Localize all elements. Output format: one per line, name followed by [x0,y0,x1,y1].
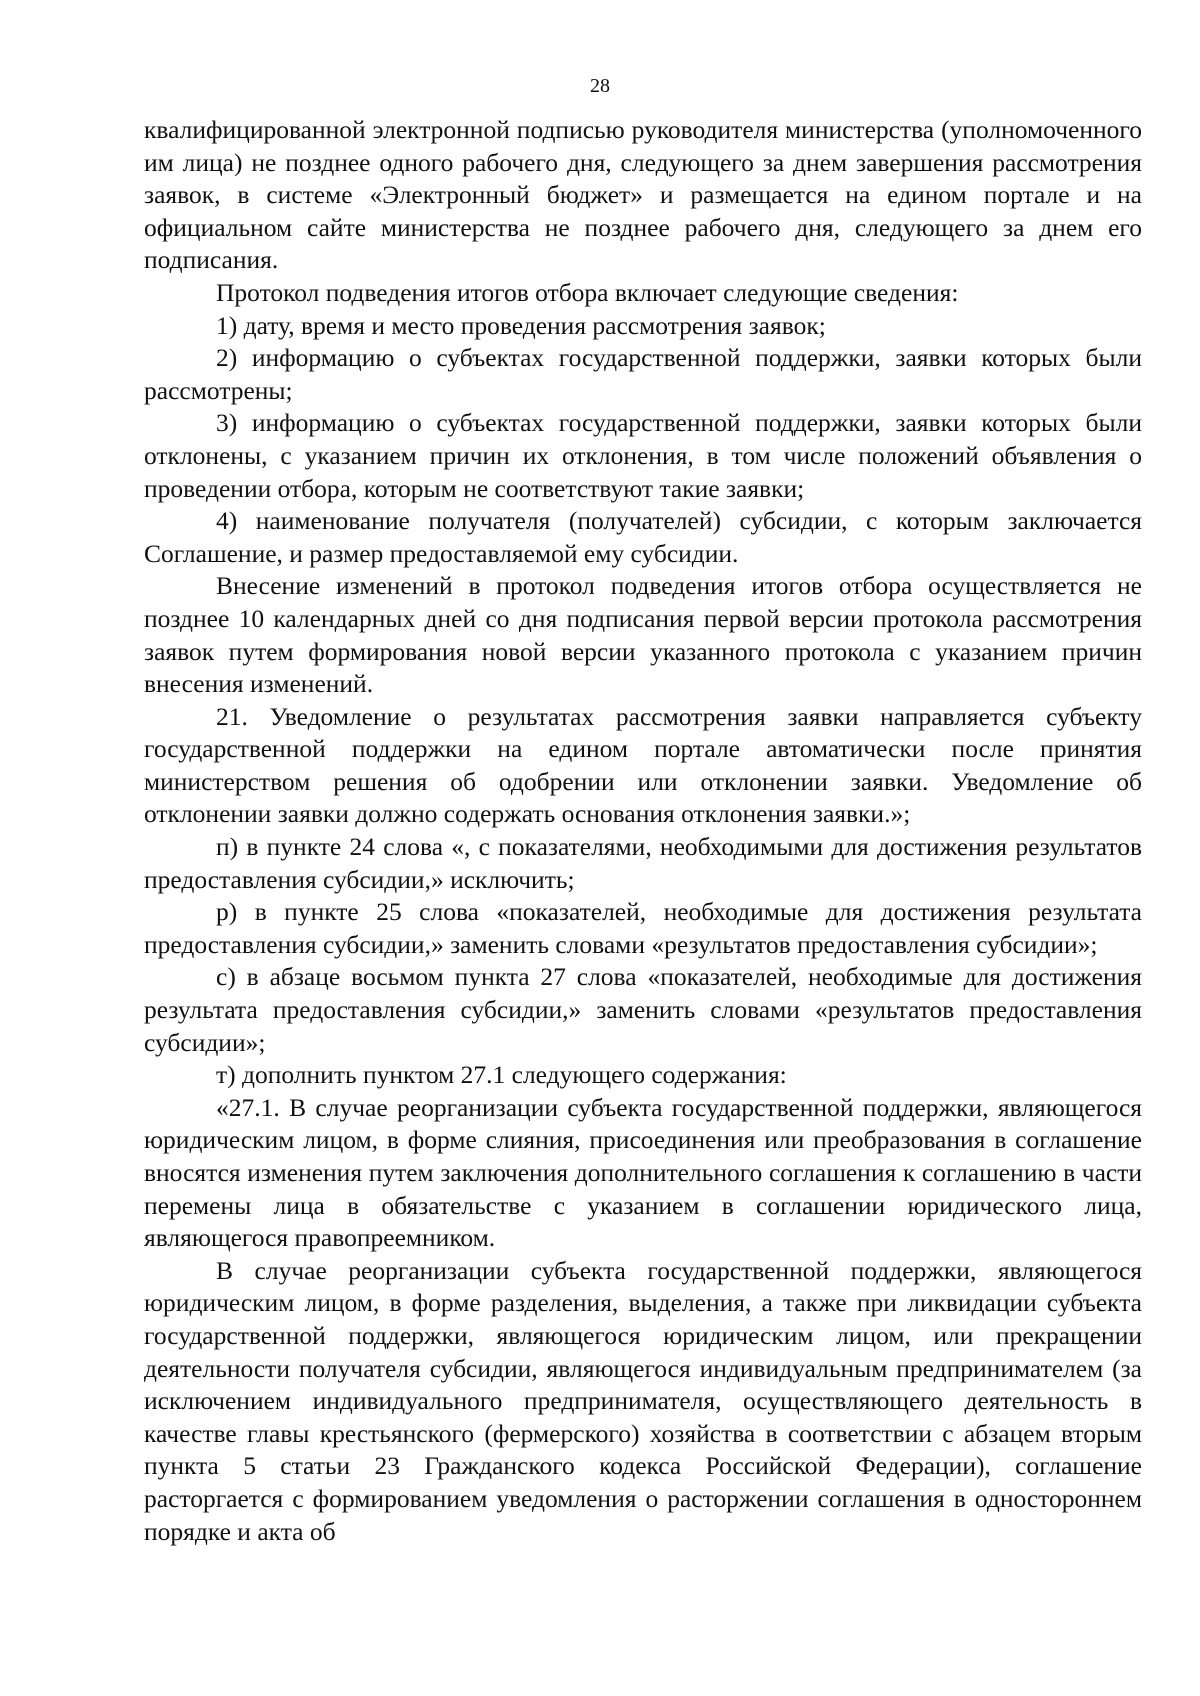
list-item-1: 1) дату, время и место проведения рассмотрения заявок; [216,310,826,340]
paragraph-protocol-changes: Внесение изменений в протокол подведения итогов отбора осуществляется не позднее 10 календарных дней со дня подписания первой версии протокола рассмотрения заявок путем формирования новой версии указанного протокола с указанием причин внесения изменений. [144,571,1142,699]
list-item-4: 4) наименование получателя (получателей) субсидии, с которым заключается Соглашение, и размер предоставляемой ему субсидии. [144,506,1142,568]
list-item-3: 3) информацию о субъектах государственной поддержки, заявки которых были отклонены, с указанием причин их отклонения, в том числе положений объявления о проведении отбора, которым не соответствуют такие заявки; [144,408,1142,503]
paragraph-continuation: квалифицированной электронной подписью руководителя министерства (уполномоченного им лица) не позднее одного рабочего дня, следующего за днем завершения рассмотрения заявок, в системе «Электронный бюджет» и размещается на едином портале и на официальном сайте министерства не позднее рабочего дня, следующего за днем его подписания. [144,115,1142,275]
paragraph-clause-21: 21. Уведомление о результатах рассмотрения заявки направляется субъекту государственной поддержки на едином портале автоматически после принятия министерством решения об одобрении или отклонении заявки. Уведомление об отклонении заявки должно содержать основания отклонения заявки.»; [144,701,1142,829]
document-body [144,114,1142,1548]
paragraph-clause-27-1: «27.1. В случае реорганизации субъекта государственной поддержки, являющегося юридическим лицом, в форме слияния, присоединения или преобразования в соглашение вносятся изменения путем заключения дополнительного соглашения к соглашению в части перемены лица в обязательстве с указанием в соглашении юридического лица, являющегося правопреемником. [144,1092,1142,1253]
page-number: 28 [590,75,610,97]
paragraph-item-r: р) в пункте 25 слова «показателей, необходимые для достижения результата предоставления субсидии,» заменить словами «результатов предоставления субсидии»; [144,897,1142,959]
paragraph-protocol-contents: Протокол подведения итогов отбора включает следующие сведения: [216,277,959,307]
paragraph-reorganization: В случае реорганизации субъекта государственной поддержки, являющегося юридическим лицом, в форме разделения, выделения, а также при ликвидации субъекта государственной поддержки, являющегося юридическим лицом, или прекращении деятельности получателя субсидии, являющегося индивидуальным предпринимателем (за исключением индивидуального предпринимателя, осуществляющего деятельность в качестве главы крестьянского (фермерского) хозяйства в соответствии с абзацем вторым пункта 5 статьи 23 Гражданского кодекса Российской Федерации), соглашение расторгается с формированием уведомления о расторжении соглашения в одностороннем порядке и акта об [144,1255,1142,1546]
list-item-2: 2) информацию о субъектах государственной поддержки, заявки которых были рассмотрены; [144,343,1142,405]
paragraph-item-s: с) в абзаце восьмом пункта 27 слова «показателей, необходимые для достижения результата предоставления субсидии,» заменить словами «результатов предоставления субсидии»; [144,962,1142,1057]
paragraph-item-t: т) дополнить пунктом 27.1 следующего содержания: [216,1060,787,1090]
paragraph-item-p: п) в пункте 24 слова «, с показателями, необходимыми для достижения результатов предоставления субсидии,» исключить; [144,832,1142,894]
